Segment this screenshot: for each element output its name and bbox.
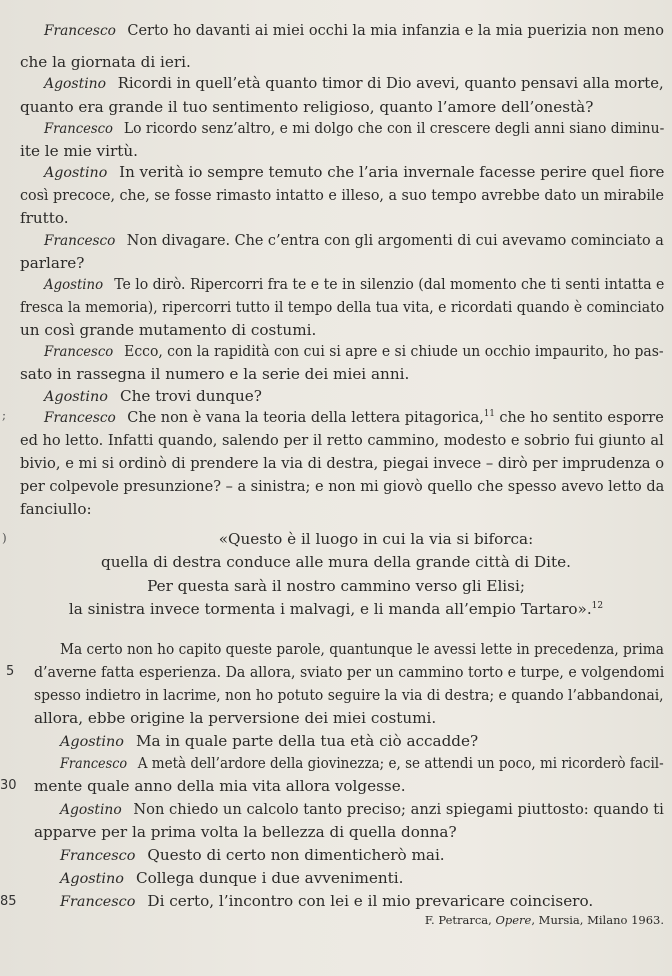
text-line: d’averne fatta esperienza. Da allora, sviato per un cammino torto e turpe, e volgendomi <box>34 663 665 681</box>
text-line: Francesco Non divagare. Che c’entra con gli argomenti di cui avevamo cominciato a <box>44 231 664 249</box>
speaker-label: Francesco <box>44 233 116 249</box>
footnote-ref: 11 <box>483 409 495 419</box>
speaker-label: Agostino <box>44 76 107 92</box>
text-line: Francesco Lo ricordo senz’altro, e mi dolgo che con il crescere degli anni siano diminu- <box>44 119 665 137</box>
text-line: Francesco Certo ho davanti ai miei occhi la mia infanzia e la mia puerizia non meno <box>44 21 664 39</box>
speaker-label: Agostino <box>60 802 122 818</box>
text-line: Agostino Non chiedo un calcolo tanto preciso; anzi spiegami piuttosto: quando ti <box>60 800 664 818</box>
speaker-label: Agostino <box>60 871 124 887</box>
speaker-label: Agostino <box>44 165 108 181</box>
text-line: fanciullo: <box>20 500 92 518</box>
quote-line: la sinistra invece tormenta i malvagi, e li manda all’empio Tartaro».$^{12}$ <box>68 600 604 618</box>
text-line: mente quale anno della mia vita allora volgesse. <box>34 777 406 795</box>
speaker-label: Francesco <box>44 410 116 426</box>
text-line: Agostino In verità io sempre temuto che l’aria invernale facesse perire quel fiore <box>44 163 665 181</box>
text-line: Francesco A metà dell’ardore della giovinezza; e, se attendi un poco, mi ricorderò facil- <box>60 754 664 772</box>
speaker-label: Agostino <box>44 389 108 405</box>
line-number: 85 <box>0 894 17 909</box>
text-line: ite le mie virtù. <box>20 142 138 160</box>
source-citation: F. Petrarca, Opere, Mursia, Milano 1963. <box>424 913 664 927</box>
text-line: così precoce, che, se fosse rimasto intatto e illeso, a suo tempo avrebbe dato un mirabile <box>20 186 664 204</box>
text-line: per colpevole presunzione? – a sinistra; e non mi giovò quello che spesso avevo letto da <box>20 477 665 495</box>
text-line: ed ho letto. Infatti quando, salendo per il retto cammino, modesto e sobrio fui giunto al <box>20 431 664 449</box>
text-line: frutto. <box>20 209 69 227</box>
text-line: Francesco Che non è vana la teoria della lettera pitagorica,$^{11}$ che ho sentito esporre <box>44 408 664 426</box>
quote-line: Per questa sarà il nostro cammino verso gli Elisi; <box>147 577 525 595</box>
text-line: allora, ebbe origine la perversione dei miei costumi. <box>34 709 437 727</box>
quote-line: quella di destra conduce alle mura della grande città di Dite. <box>101 553 571 571</box>
text-line: Agostino Che trovi dunque? <box>44 387 262 405</box>
speaker-label: Francesco <box>60 894 136 910</box>
text-line: apparve per la prima volta la bellezza di quella donna? <box>34 823 457 841</box>
speaker-label: Agostino <box>44 277 104 293</box>
speaker-label: Francesco <box>44 23 116 39</box>
text-line: Agostino Ma in quale parte della tua età ciò accadde? <box>60 732 479 750</box>
text-line: Francesco Questo di certo non dimenticherò mai. <box>60 846 445 864</box>
line-number: 5 <box>6 664 15 679</box>
speaker-label: Francesco <box>44 344 114 360</box>
text-line: Francesco Di certo, l’incontro con lei e il mio prevaricare coincisero. <box>60 892 594 910</box>
text-line: fresca la memoria), ripercorri tutto il tempo della tua vita, e ricordati quando è cominciato <box>20 298 665 316</box>
quote-line: «Questo è il luogo in cui la via si biforca: <box>218 530 534 548</box>
text-line: parlare? <box>20 254 85 272</box>
speaker-label: Agostino <box>60 734 124 750</box>
footnote-ref: 12 <box>591 601 604 611</box>
text-line: un così grande mutamento di costumi. <box>20 321 317 339</box>
text-line: Agostino Te lo dirò. Ripercorri fra te e te in silenzio (dal momento che ti senti intatta e <box>44 275 665 293</box>
margin-mark: ; <box>2 408 7 422</box>
speaker-label: Francesco <box>60 848 136 864</box>
text-line: Agostino Collega dunque i due avvenimenti. <box>60 869 404 887</box>
text-line: Francesco Ecco, con la rapidità con cui si apre e si chiude un occhio impaurito, ho pas- <box>44 342 664 360</box>
line-number: 30 <box>0 778 17 793</box>
margin-mark: ) <box>2 531 7 545</box>
text-line: Agostino Ricordi in quell’età quanto timor di Dio avevi, quanto pensavi alla morte, <box>44 74 664 92</box>
text-line: Ma certo non ho capito queste parole, quantunque le avessi lette in precedenza, prima <box>60 640 664 658</box>
text-line: che la giornata di ieri. <box>20 53 191 71</box>
speaker-label: Francesco <box>60 756 128 772</box>
text-line: sato in rassegna il numero e la serie dei miei anni. <box>20 365 410 383</box>
text-line: quanto era grande il tuo sentimento religioso, quanto l’amore dell’onestà? <box>20 98 594 116</box>
text-line: bivio, e mi si ordinò di prendere la via di destra, piegai invece – dirò per imprudenza o <box>20 454 665 472</box>
text-line: spesso indietro in lacrime, non ho potuto seguire la via di destra; e quando l’abbandonai, <box>34 686 664 704</box>
speaker-label: Francesco <box>44 121 113 137</box>
